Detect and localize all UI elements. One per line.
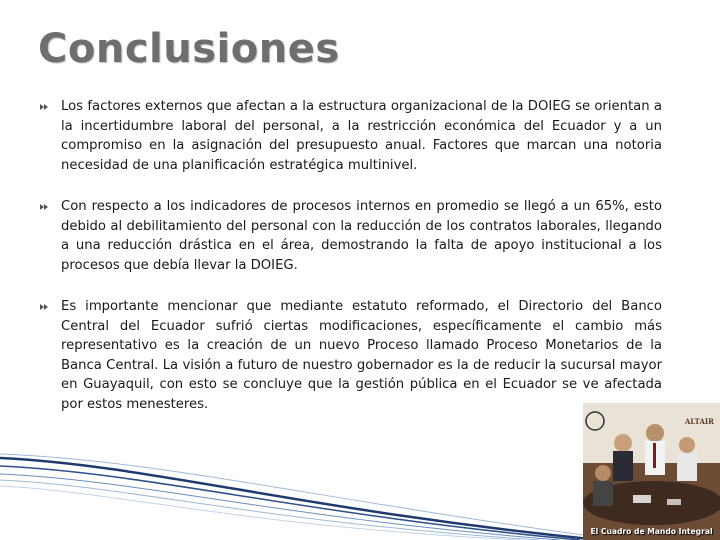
bullet-text: Los factores externos que afectan a la estructura organizacional de la DOIEG se orientan a la incertidumbre laboral del personal, a la restricción económica del Ecuador y a un compromiso en la asignación del presupuesto anual. Factores que marcan una notoria necesidad de una planificación estratégica multinivel. — [61, 99, 662, 173]
image-caption: El Cuadro de Mando Integral — [590, 527, 713, 536]
altair-logo: ALTAIR — [684, 417, 714, 426]
bullet-arrow-icon — [40, 104, 48, 110]
bullet-text: Con respecto a los indicadores de procesos internos en promedio se llegó a un 65%, esto debido al debilitamiento del personal con la reducción de los contratos laborales, llegando a una reducción drástica en el área, demostrando la falta de apoyo institucional a los procesos que debía llevar la DOIEG. — [61, 199, 662, 273]
bullet-text: Es importante mencionar que mediante estatuto reformado, el Directorio del Banco Central del Ecuador sufrió ciertas modificaciones, específicamente el cambio más representativo es la creación de un nuevo Proceso llamado Proceso Monetarios de la Banca Central. La visión a futuro de nuestro gobernador es la de reducir la sucursal mayor en Guayaquil, con esto se concluye que la gestión pública en el Ecuador se ve afectada por estos menesteres. — [61, 299, 662, 412]
balanced-scorecard-image — [583, 403, 720, 540]
bullet-arrow-icon — [40, 204, 48, 210]
bullet-list — [38, 97, 662, 436]
bullet-item — [38, 297, 662, 414]
bullet-item — [38, 197, 662, 275]
bullet-arrow-icon — [40, 304, 48, 310]
slide-title: Conclusiones — [38, 26, 340, 72]
bullet-item — [38, 97, 662, 175]
